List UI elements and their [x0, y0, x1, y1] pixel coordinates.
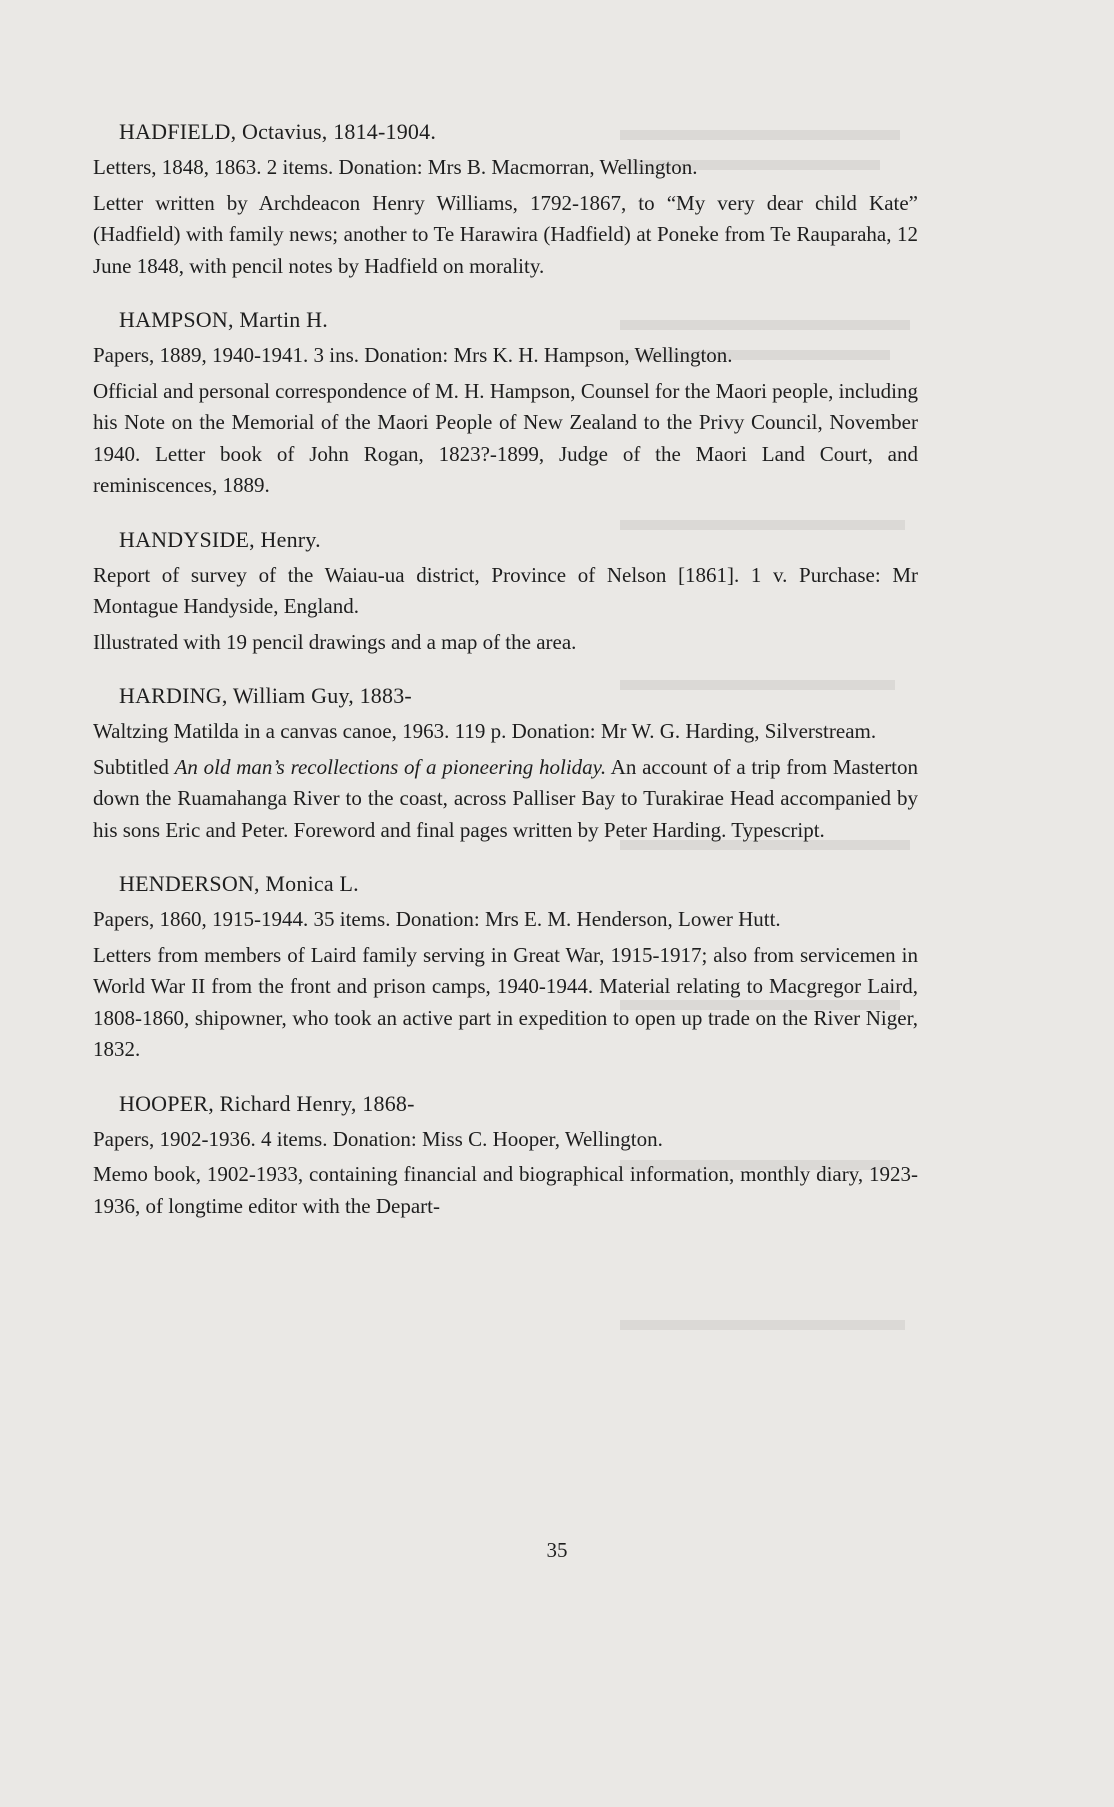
entry-record: Waltzing Matilda in a canvas canoe, 1963. 119 p. Donation: Mr W. G. Harding, Silverstream.	[93, 719, 877, 743]
description-rest: An account of a trip from Masterton down the Ruamahanga River to the coast, across Palliser Bay to Turakirae Head accompanied by his sons Eric and Peter. Foreword and final pages written by Peter Harding. Typescript.	[93, 754, 919, 842]
entry-description: Letter written by Archdeacon Henry Williams, 1792-1867, to “My very dear child Kate” (Hadfield) with family news; another to Te Harawira (Hadfield) at Poneke from Te Rauparaha, 12 June 1848, with pencil notes by Hadfield on morality.	[93, 190, 918, 278]
entry-hadfield	[93, 116, 918, 282]
description-italic-title: An old man’s recollections of a pioneering holiday.	[174, 754, 607, 779]
entry-description: Official and personal correspondence of M. H. Hampson, Counsel for the Maori people, including his Note on the Memorial of the Maori People of New Zealand to the Privy Council, November 1940. Letter book of John Rogan, 1823?-1899, Judge of the Maori Land Court, and reminiscences, 1889.	[93, 378, 918, 497]
entry-description: Letters from members of Laird family serving in Great War, 1915-1917; also from servicemen in World War II from the front and prison camps, 1940-1944. Material relating to Macgregor Laird, 1808-1860, shipowner, who took an active part in expedition to open up trade on the River Niger, 1832.	[93, 942, 918, 1061]
entry-record: Papers, 1860, 1915-1944. 35 items. Donation: Mrs E. M. Henderson, Lower Hutt.	[93, 907, 781, 931]
entry-record: Papers, 1902-1936. 4 items. Donation: Miss C. Hooper, Wellington.	[93, 1126, 663, 1151]
entry-hampson	[93, 304, 918, 502]
entry-description	[93, 752, 918, 847]
entry-record: Papers, 1889, 1940-1941. 3 ins. Donation: Mrs K. H. Hampson, Wellington.	[93, 343, 733, 367]
entry-handyside	[93, 524, 918, 659]
entry-harding	[93, 680, 918, 846]
description-prefix: Subtitled	[93, 754, 175, 779]
entry-description: Memo book, 1902-1933, containing financial and biographical information, monthly diary, 1923-1936, of longtime editor with the Depart-	[93, 1162, 918, 1218]
page-number: 35	[546, 1538, 568, 1562]
entry-heading: HADFIELD, Octavius, 1814-1904.	[119, 119, 437, 144]
entry-description: Illustrated with 19 pencil drawings and a map of the area.	[93, 629, 577, 654]
entry-heading: HENDERSON, Monica L.	[119, 871, 359, 896]
entry-record: Letters, 1848, 1863. 2 items. Donation: Mrs B. Macmorran, Wellington.	[93, 155, 698, 179]
entry-hooper	[93, 1088, 918, 1223]
entry-heading: HARDING, William Guy, 1883-	[119, 683, 412, 708]
document-page	[93, 116, 918, 1226]
entry-heading: HANDYSIDE, Henry.	[119, 526, 321, 552]
entry-heading: HAMPSON, Martin H.	[119, 307, 328, 332]
entry-record: Report of survey of the Waiau-ua district, Province of Nelson [1861]. 1 v. Purchase: Mr Montague Handyside, England.	[93, 562, 918, 618]
entry-heading: HOOPER, Richard Henry, 1868-	[119, 1090, 415, 1116]
entry-henderson	[93, 868, 918, 1066]
